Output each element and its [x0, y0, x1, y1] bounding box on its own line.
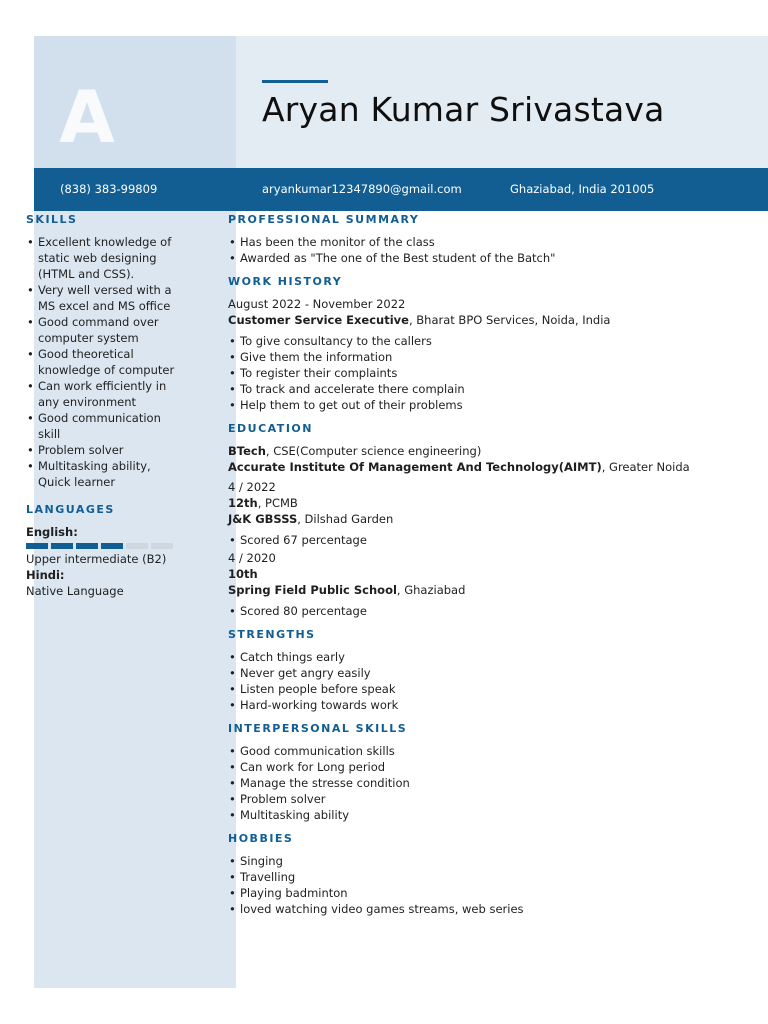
- list-item: • Travelling: [228, 869, 708, 885]
- skills-list: [26, 234, 186, 490]
- summary-section: [228, 212, 708, 266]
- education-degree: [228, 566, 708, 582]
- education-degree: [228, 443, 708, 459]
- education-notes: [228, 532, 708, 548]
- contact-bar: [34, 168, 768, 211]
- work-section: [228, 274, 708, 413]
- work-duties-list: [228, 333, 708, 413]
- school-location: , Greater Noida: [601, 460, 690, 474]
- language-name: English:: [26, 525, 78, 539]
- work-role-line: [228, 312, 708, 328]
- degree-name: BTech: [228, 444, 266, 458]
- work-date: August 2022 - November 2022: [228, 297, 406, 311]
- right-column: [228, 212, 708, 925]
- level-segment: [101, 543, 123, 549]
- list-item: • Good command over computer system: [26, 314, 186, 346]
- level-segment: [76, 543, 98, 549]
- interpersonal-list: [228, 743, 708, 823]
- email-address: aryankumar12347890@gmail.com: [262, 182, 462, 196]
- school-name: J&K GBSSS: [228, 512, 298, 526]
- school-location: , Ghaziabad: [396, 583, 466, 597]
- interpersonal-section: [228, 721, 708, 823]
- education-school: [228, 459, 708, 475]
- languages-title: LANGUAGES: [26, 503, 115, 516]
- level-segment: [26, 543, 48, 549]
- list-item: • Problem solver: [26, 442, 186, 458]
- language-level: Upper intermediate (B2): [26, 552, 167, 566]
- list-item: • Hard-working towards work: [228, 697, 708, 713]
- level-segment: [151, 543, 173, 549]
- hobbies-list: [228, 853, 708, 917]
- monogram-logo-icon: [56, 80, 118, 148]
- list-item: • Listen people before speak: [228, 681, 708, 697]
- work-company: , Bharat BPO Services, Noida, India: [408, 313, 611, 327]
- list-item: • To track and accelerate there complain: [228, 381, 708, 397]
- logo-letter: A: [59, 80, 115, 148]
- list-item: • Good communication skills: [228, 743, 708, 759]
- language-level: Native Language: [26, 584, 124, 598]
- list-item: • Playing badminton: [228, 885, 708, 901]
- list-item: • Problem solver: [228, 791, 708, 807]
- work-title: WORK HISTORY: [228, 275, 343, 288]
- left-column: [26, 212, 186, 607]
- skills-section: [26, 212, 186, 490]
- school-location: , Dilshad Garden: [297, 512, 394, 526]
- list-item: • Very well versed with a MS excel and MS office: [26, 282, 186, 314]
- education-title: EDUCATION: [228, 422, 313, 435]
- list-item: • Help them to get out of their problems: [228, 397, 708, 413]
- degree-name: 10th: [228, 567, 258, 581]
- list-item: • Can work for Long period: [228, 759, 708, 775]
- list-item: • Multitasking ability, Quick learner: [26, 458, 186, 490]
- list-item: • Good theoretical knowledge of computer: [26, 346, 186, 378]
- list-item: • Scored 80 percentage: [228, 603, 708, 619]
- summary-list: [228, 234, 708, 266]
- list-item: • Singing: [228, 853, 708, 869]
- level-segment: [126, 543, 148, 549]
- hobbies-section: [228, 831, 708, 917]
- education-date: 4 / 2020: [228, 551, 276, 565]
- education-section: [228, 421, 708, 619]
- list-item: • Catch things early: [228, 649, 708, 665]
- level-segment: [51, 543, 73, 549]
- list-item: • Never get angry easily: [228, 665, 708, 681]
- degree-detail: , CSE(Computer science engineering): [265, 444, 482, 458]
- education-school: [228, 511, 708, 527]
- hobbies-title: HOBBIES: [228, 832, 294, 845]
- summary-title: PROFESSIONAL SUMMARY: [228, 213, 420, 226]
- strengths-list: [228, 649, 708, 713]
- list-item: • To give consultancy to the callers: [228, 333, 708, 349]
- skills-title: SKILLS: [26, 213, 78, 226]
- list-item: • Good communication skill: [26, 410, 186, 442]
- candidate-name: Aryan Kumar Srivastava: [262, 90, 665, 129]
- list-item: • Give them the information: [228, 349, 708, 365]
- school-name: Accurate Institute Of Management And Technology(AIMT): [228, 460, 602, 474]
- language-name: Hindi:: [26, 568, 65, 582]
- list-item: • Manage the stresse condition: [228, 775, 708, 791]
- strengths-section: [228, 627, 708, 713]
- list-item: • Multitasking ability: [228, 807, 708, 823]
- list-item: • Excellent knowledge of static web designing (HTML and CSS).: [26, 234, 186, 282]
- name-accent-line: [262, 80, 328, 83]
- language-level-bar: [26, 543, 186, 549]
- list-item: • Can work efficiently in any environment: [26, 378, 186, 410]
- degree-detail: , PCMB: [257, 496, 298, 510]
- phone-number: (838) 383-99809: [60, 182, 158, 196]
- education-school: [228, 582, 708, 598]
- interpersonal-title: INTERPERSONAL SKILLS: [228, 722, 408, 735]
- work-role: Customer Service Executive: [228, 313, 409, 327]
- education-notes: [228, 603, 708, 619]
- list-item: • To register their complaints: [228, 365, 708, 381]
- list-item: • Scored 67 percentage: [228, 532, 708, 548]
- strengths-title: STRENGTHS: [228, 628, 316, 641]
- list-item: • Awarded as "The one of the Best student of the Batch": [228, 250, 708, 266]
- languages-section: [26, 502, 186, 599]
- school-name: Spring Field Public School: [228, 583, 397, 597]
- degree-name: 12th: [228, 496, 258, 510]
- education-date: 4 / 2022: [228, 480, 276, 494]
- education-degree: [228, 495, 708, 511]
- list-item: • loved watching video games streams, web series: [228, 901, 708, 917]
- list-item: • Has been the monitor of the class: [228, 234, 708, 250]
- location: Ghaziabad, India 201005: [510, 182, 655, 196]
